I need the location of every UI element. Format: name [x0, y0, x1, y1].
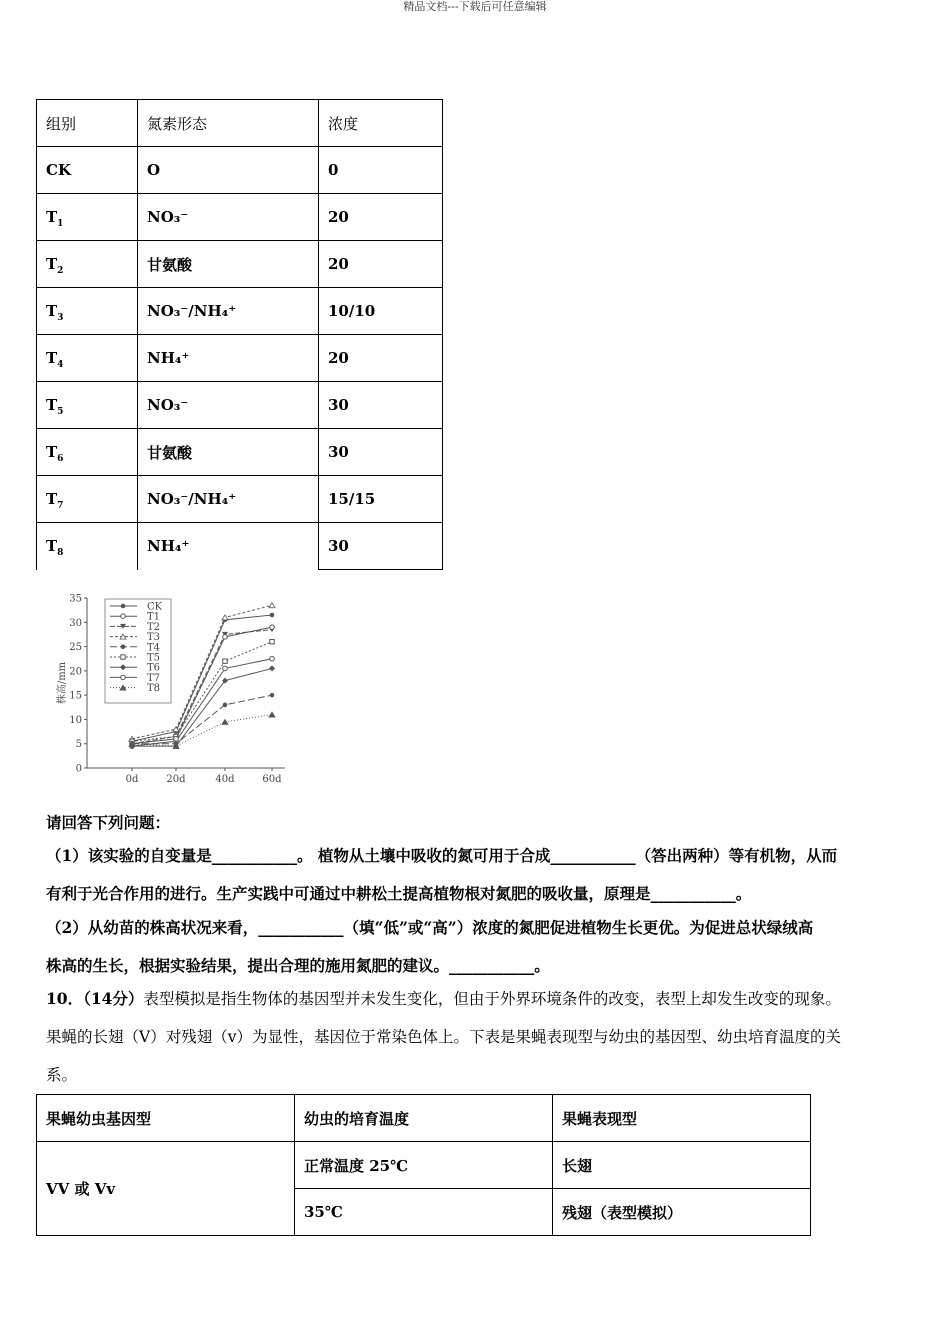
group-cell: [37, 335, 138, 382]
legend-marker-T7: [121, 675, 126, 680]
legend-label-T6: T6: [147, 662, 161, 674]
group-label: T: [46, 537, 58, 556]
legend-marker-CK: [121, 604, 126, 609]
group-subscript: 7: [57, 501, 64, 511]
group-label: T: [46, 490, 58, 508]
x-tick-label: 40d: [215, 774, 235, 785]
group-label: T: [46, 255, 58, 273]
page-header: 精品文档---下载后可任意编辑: [403, 0, 547, 13]
group-cell: [37, 429, 138, 476]
table-header-row: [37, 100, 443, 147]
y-tick-label: 35: [69, 593, 82, 605]
header-form: 氮素形态: [138, 100, 319, 147]
problem-10-number: 10．（14分）: [46, 989, 144, 1008]
group-subscript: 4: [57, 360, 64, 370]
group-cell: [37, 288, 138, 335]
data-point-T7: [223, 635, 228, 640]
data-point-CK: [270, 613, 275, 618]
y-tick-label: 5: [75, 739, 82, 751]
temperature-cell: 正常温度 25℃: [295, 1142, 553, 1189]
form-cell: NO₃⁻: [138, 194, 319, 241]
table-row: [37, 241, 443, 288]
form-cell: 甘氨酸: [138, 241, 319, 288]
concentration-cell: 15/15: [319, 476, 443, 523]
data-point-T3: [269, 603, 275, 608]
group-subscript: 8: [57, 548, 64, 559]
group-label: T: [46, 443, 58, 461]
table-row: [37, 1142, 811, 1189]
problem-10-line-2: 果蝇的长翅（V）对残翅（v）为显性，基因位于常染色体上。下表是果蝇表现型与幼虫的基因型、幼虫培育温度的关: [46, 1028, 841, 1046]
phenotype-cell: 长翅: [553, 1142, 811, 1189]
concentration-cell: 20: [319, 241, 443, 288]
group-label: T: [46, 396, 58, 414]
nitrogen-table: [36, 99, 443, 570]
question-2-line-2: 株高的生长，根据实验结果，提出合理的施用氮肥的建议。___________。: [46, 956, 550, 975]
group-cell: [37, 382, 138, 429]
group-subscript: 1: [57, 219, 64, 229]
group-cell: [37, 194, 138, 241]
group-label: T: [46, 349, 58, 367]
problem-10-line-3: 系。: [46, 1066, 78, 1084]
data-point-T4: [223, 703, 228, 708]
data-point-T1: [270, 656, 275, 661]
table-row: [37, 147, 443, 194]
x-tick-label: 0d: [125, 774, 139, 785]
y-tick-label: 25: [69, 642, 82, 654]
group-label: T: [46, 302, 58, 320]
data-point-T3: [222, 615, 228, 620]
problem-10-line-1: [46, 989, 908, 1009]
phenotype-table: [36, 1094, 811, 1236]
data-point-T7: [174, 737, 179, 742]
legend-marker-T5: [121, 655, 125, 659]
concentration-cell: 20: [319, 194, 443, 241]
legend-label-T7: T7: [147, 672, 161, 684]
group-cell: [37, 147, 138, 194]
group-cell: [37, 523, 138, 570]
concentration-cell: 30: [319, 523, 443, 570]
legend-box: [105, 599, 171, 703]
question-prompt: 请回答下列问题：: [46, 813, 171, 832]
plant-height-chart: [55, 590, 295, 790]
question-1-line-1: （1）该实验的自变量是___________。 植物从土壤中吸收的氮可用于合成___________（答出两种）等有机物，从而: [46, 846, 838, 865]
data-point-T4: [270, 693, 275, 698]
y-tick-label: 10: [69, 714, 82, 726]
header-group: 组别: [37, 100, 138, 147]
legend-label-T1: T1: [147, 611, 161, 623]
header-temperature: 幼虫的培育温度: [295, 1095, 553, 1142]
table-header-row: [37, 1095, 811, 1142]
legend-label-T2: T2: [147, 621, 161, 633]
y-axis-label: 株高/mm: [57, 661, 68, 705]
legend-marker-T4: [121, 645, 126, 650]
data-point-T6: [269, 665, 275, 671]
concentration-cell: 0: [319, 147, 443, 194]
concentration-cell: 20: [319, 335, 443, 382]
y-tick-label: 30: [69, 617, 82, 629]
data-point-T8: [222, 719, 228, 724]
group-cell: [37, 476, 138, 523]
data-point-T1: [223, 666, 228, 671]
form-cell: 甘氨酸: [138, 429, 319, 476]
legend-marker-T1: [121, 614, 126, 619]
form-cell: O: [138, 147, 319, 194]
data-point-T5: [223, 659, 227, 663]
group-subscript: 3: [57, 313, 64, 323]
y-tick-label: 15: [69, 690, 82, 702]
form-cell: NH₄⁺: [138, 335, 319, 382]
x-tick-label: 20d: [166, 774, 186, 785]
form-cell: NO₃⁻/NH₄⁺: [138, 476, 319, 523]
group-subscript: 5: [57, 407, 64, 417]
table-row: [37, 382, 443, 429]
y-tick-label: 20: [69, 666, 82, 678]
group-subscript: 6: [57, 454, 64, 464]
concentration-cell: 30: [319, 429, 443, 476]
form-cell: NO₃⁻: [138, 382, 319, 429]
legend-label-T3: T3: [147, 632, 161, 644]
header-phenotype: 果蝇表现型: [553, 1095, 811, 1142]
concentration-cell: 30: [319, 382, 443, 429]
phenotype-cell: 残翅（表型模拟）: [553, 1189, 811, 1236]
group-subscript: 2: [57, 266, 64, 276]
data-point-T7: [270, 625, 275, 630]
group-label: T: [46, 208, 58, 226]
legend-label-T4: T4: [147, 642, 161, 654]
question-2-line-1: （2）从幼苗的株高状况来看，___________（填“低”或“高”）浓度的氮肥促进植物生长更优。为促进总状绿绒高: [46, 918, 814, 937]
legend-label-T8: T8: [147, 683, 161, 695]
form-cell: NO₃⁻/NH₄⁺: [138, 288, 319, 335]
table-row: [37, 523, 443, 570]
question-1-line-2: 有利于光合作用的进行。生产实践中可通过中耕松土提高植物根对氮肥的吸收量，原理是___________。: [46, 884, 752, 903]
table-row: [37, 335, 443, 382]
y-tick-label: 0: [75, 763, 82, 775]
header-genotype: 果蝇幼虫基因型: [37, 1095, 295, 1142]
table-row: [37, 476, 443, 523]
problem-10-text-1: 表型模拟是指生物体的基因型并未发生变化，但由于外界环境条件的改变，表型上却发生改变的现象。: [143, 990, 841, 1008]
table-row: [37, 194, 443, 241]
genotype-cell: VV 或 Vv: [37, 1142, 295, 1236]
legend-label-T5: T5: [147, 652, 161, 664]
group-label: CK: [46, 161, 71, 179]
form-cell: NH₄⁺: [138, 523, 319, 570]
concentration-cell: 10/10: [319, 288, 443, 335]
legend-label-CK: CK: [147, 601, 163, 613]
header-concentration: 浓度: [319, 100, 443, 147]
group-cell: [37, 241, 138, 288]
table-row: [37, 429, 443, 476]
x-tick-label: 60d: [262, 774, 282, 785]
temperature-cell: 35℃: [295, 1189, 553, 1236]
table-row: [37, 288, 443, 335]
data-point-T5: [270, 640, 274, 644]
